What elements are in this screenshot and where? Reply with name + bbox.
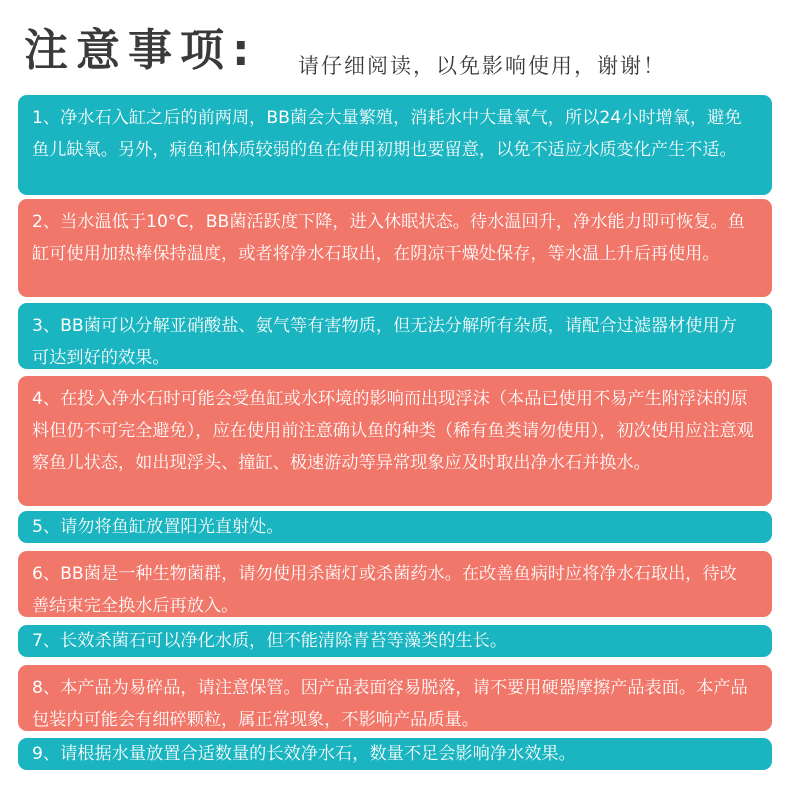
note-9: 9、请根据水量放置合适数量的长效净水石，数量不足会影响净水效果。 bbox=[18, 738, 772, 770]
page-header bbox=[0, 0, 790, 90]
note-5: 5、请勿将鱼缸放置阳光直射处。 bbox=[18, 511, 772, 543]
note-3: 3、BB菌可以分解亚硝酸盐、氨气等有害物质，但无法分解所有杂质，请配合过滤器材使用方可达到好的效果。 bbox=[18, 303, 772, 369]
note-1: 1、净水石入缸之后的前两周，BB菌会大量繁殖，消耗水中大量氧气，所以24小时增氧，避免鱼儿缺氧。另外，病鱼和体质较弱的鱼在使用初期也要留意，以免不适应水质变化产生不适。 bbox=[18, 95, 772, 195]
page-title: 注意事项: bbox=[24, 25, 258, 76]
page-subtitle: 请仔细阅读，以免影响使用，谢谢！ bbox=[298, 54, 666, 78]
note-6: 6、BB菌是一种生物菌群，请勿使用杀菌灯或杀菌药水。在改善鱼病时应将净水石取出，待改善结束完全换水后再放入。 bbox=[18, 551, 772, 617]
note-7: 7、长效杀菌石可以净化水质，但不能清除青苔等藻类的生长。 bbox=[18, 625, 772, 657]
note-8: 8、本产品为易碎品，请注意保管。因产品表面容易脱落，请不要用硬器摩擦产品表面。本产品包装内可能会有细碎颗粒，属正常现象，不影响产品质量。 bbox=[18, 665, 772, 731]
note-2: 2、当水温低于10°C，BB菌活跃度下降，进入休眠状态。待水温回升，净水能力即可恢复。鱼缸可使用加热棒保持温度，或者将净水石取出，在阴凉干燥处保存，等水温上升后再使用。 bbox=[18, 199, 772, 297]
note-4: 4、在投入净水石时可能会受鱼缸或水环境的影响而出现浮沫（本品已使用不易产生附浮沫的原料但仍不可完全避免），应在使用前注意确认鱼的种类（稀有鱼类请勿使用），初次使用应注意观察鱼儿状态，如出现浮头、撞缸、极速游动等异常现象应及时取出净水石并换水。 bbox=[18, 376, 772, 506]
